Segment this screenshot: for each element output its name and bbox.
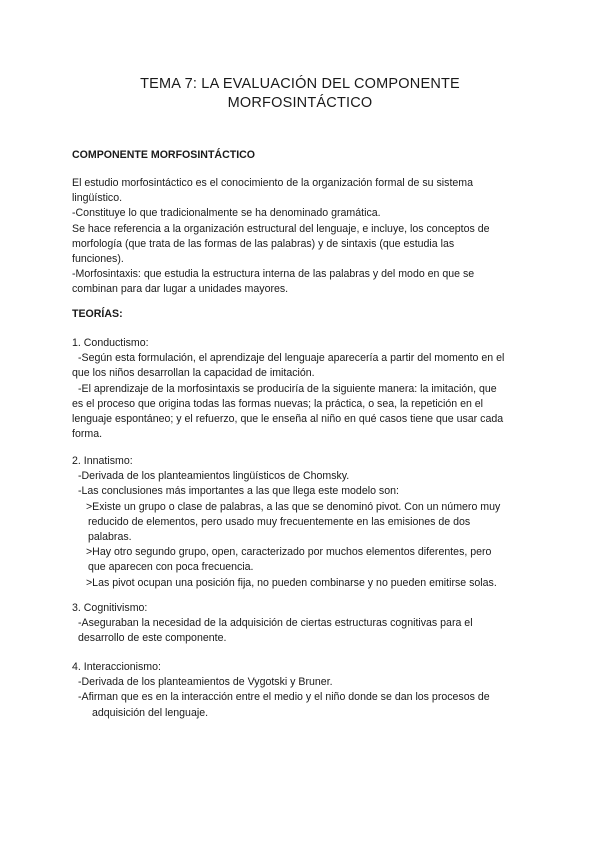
theory-conductismo (72, 336, 532, 442)
paragraph-line: lingüístico. (72, 192, 123, 205)
paragraph-line: -Aseguraban la necesidad de la adquisición de ciertas estructuras cognitivas para el (78, 617, 473, 630)
paragraph-line: El estudio morfosintáctico es el conocimiento de la organización formal de su sistema (72, 177, 473, 189)
paragraph-line: -Afirman que es en la interacción entre el medio y el niño donde se dan los procesos de (78, 691, 490, 704)
bullet-line: >Hay otro segundo grupo, open, caracterizado por muchos elementos diferentes, pero (86, 546, 492, 559)
paragraph-line: funciones). (72, 253, 124, 266)
section-heading-componente: COMPONENTE MORFOSINTÁCTICO (72, 149, 256, 161)
paragraph-line: -Constituye lo que tradicionalmente se ha denominado gramática. (72, 207, 381, 220)
paragraph-line: adquisición del lenguaje. (92, 706, 209, 719)
paragraph-line: que los niños desarrollan la capacidad de imitación. (72, 367, 315, 380)
theory-title: 3. Cognitivismo: (72, 602, 148, 614)
theory-title: 4. Interaccionismo: (72, 661, 161, 673)
theory-interaccionismo (72, 660, 532, 721)
page-title (0, 75, 600, 113)
title-line: MORFOSINTÁCTICO (227, 95, 373, 111)
theory-title: 1. Conductismo: (72, 337, 149, 349)
paragraph-line: -Derivada de los planteamientos lingüísticos de Chomsky. (78, 470, 350, 483)
paragraph-line: -Derivada de los planteamientos de Vygotski y Bruner. (78, 676, 333, 689)
theory-title: 2. Innatismo: (72, 455, 133, 467)
bullet-line: reducido de elementos, pero usado muy frecuentemente en las emisiones de dos (88, 515, 471, 528)
paragraph-line: desarrollo de este componente. (78, 632, 227, 645)
bullet-line: >Existe un grupo o clase de palabras, a las que se denominó pivot. Con un número muy (86, 500, 501, 513)
bullet-line: que aparecen con poca frecuencia. (88, 561, 254, 574)
paragraph-line: -El aprendizaje de la morfosintaxis se produciría de la siguiente manera: la imitación, que (78, 382, 497, 395)
paragraph-line: Se hace referencia a la organización estructural del lenguaje, e incluye, los conceptos de (72, 222, 490, 235)
paragraph-line: morfología (que trata de las formas de las palabras) y de sintaxis (que estudia las (72, 237, 455, 250)
section-body-componente (72, 176, 532, 298)
paragraph-line: -Las conclusiones más importantes a las que llega este modelo son: (78, 485, 399, 498)
paragraph-line: forma. (72, 428, 103, 441)
paragraph-line: -Según esta formulación, el aprendizaje del lenguaje aparecería a partir del momento en el (78, 352, 505, 365)
bullet-line: >Las pivot ocupan una posición fija, no pueden combinarse y no pueden emitirse solas. (86, 576, 497, 589)
theory-cognitivismo (72, 601, 532, 647)
paragraph-line: es el proceso que origina todas las formas nuevas; la práctica, o sea, la repetición en el (72, 397, 484, 410)
paragraph-line: combinan para dar lugar a unidades mayores. (72, 283, 289, 296)
section-heading-teorias: TEORÍAS: (72, 308, 123, 320)
paragraph-line: lenguaje espontáneo; y el refuerzo, que le enseña al niño en qué casos tiene que usar cada (72, 413, 504, 426)
paragraph-line: -Morfosintaxis: que estudia la estructura interna de las palabras y del modo en que se (72, 268, 475, 281)
theory-innatismo (72, 454, 532, 591)
bullet-line: palabras. (88, 531, 132, 544)
title-line: TEMA 7: LA EVALUACIÓN DEL COMPONENTE (140, 76, 460, 92)
